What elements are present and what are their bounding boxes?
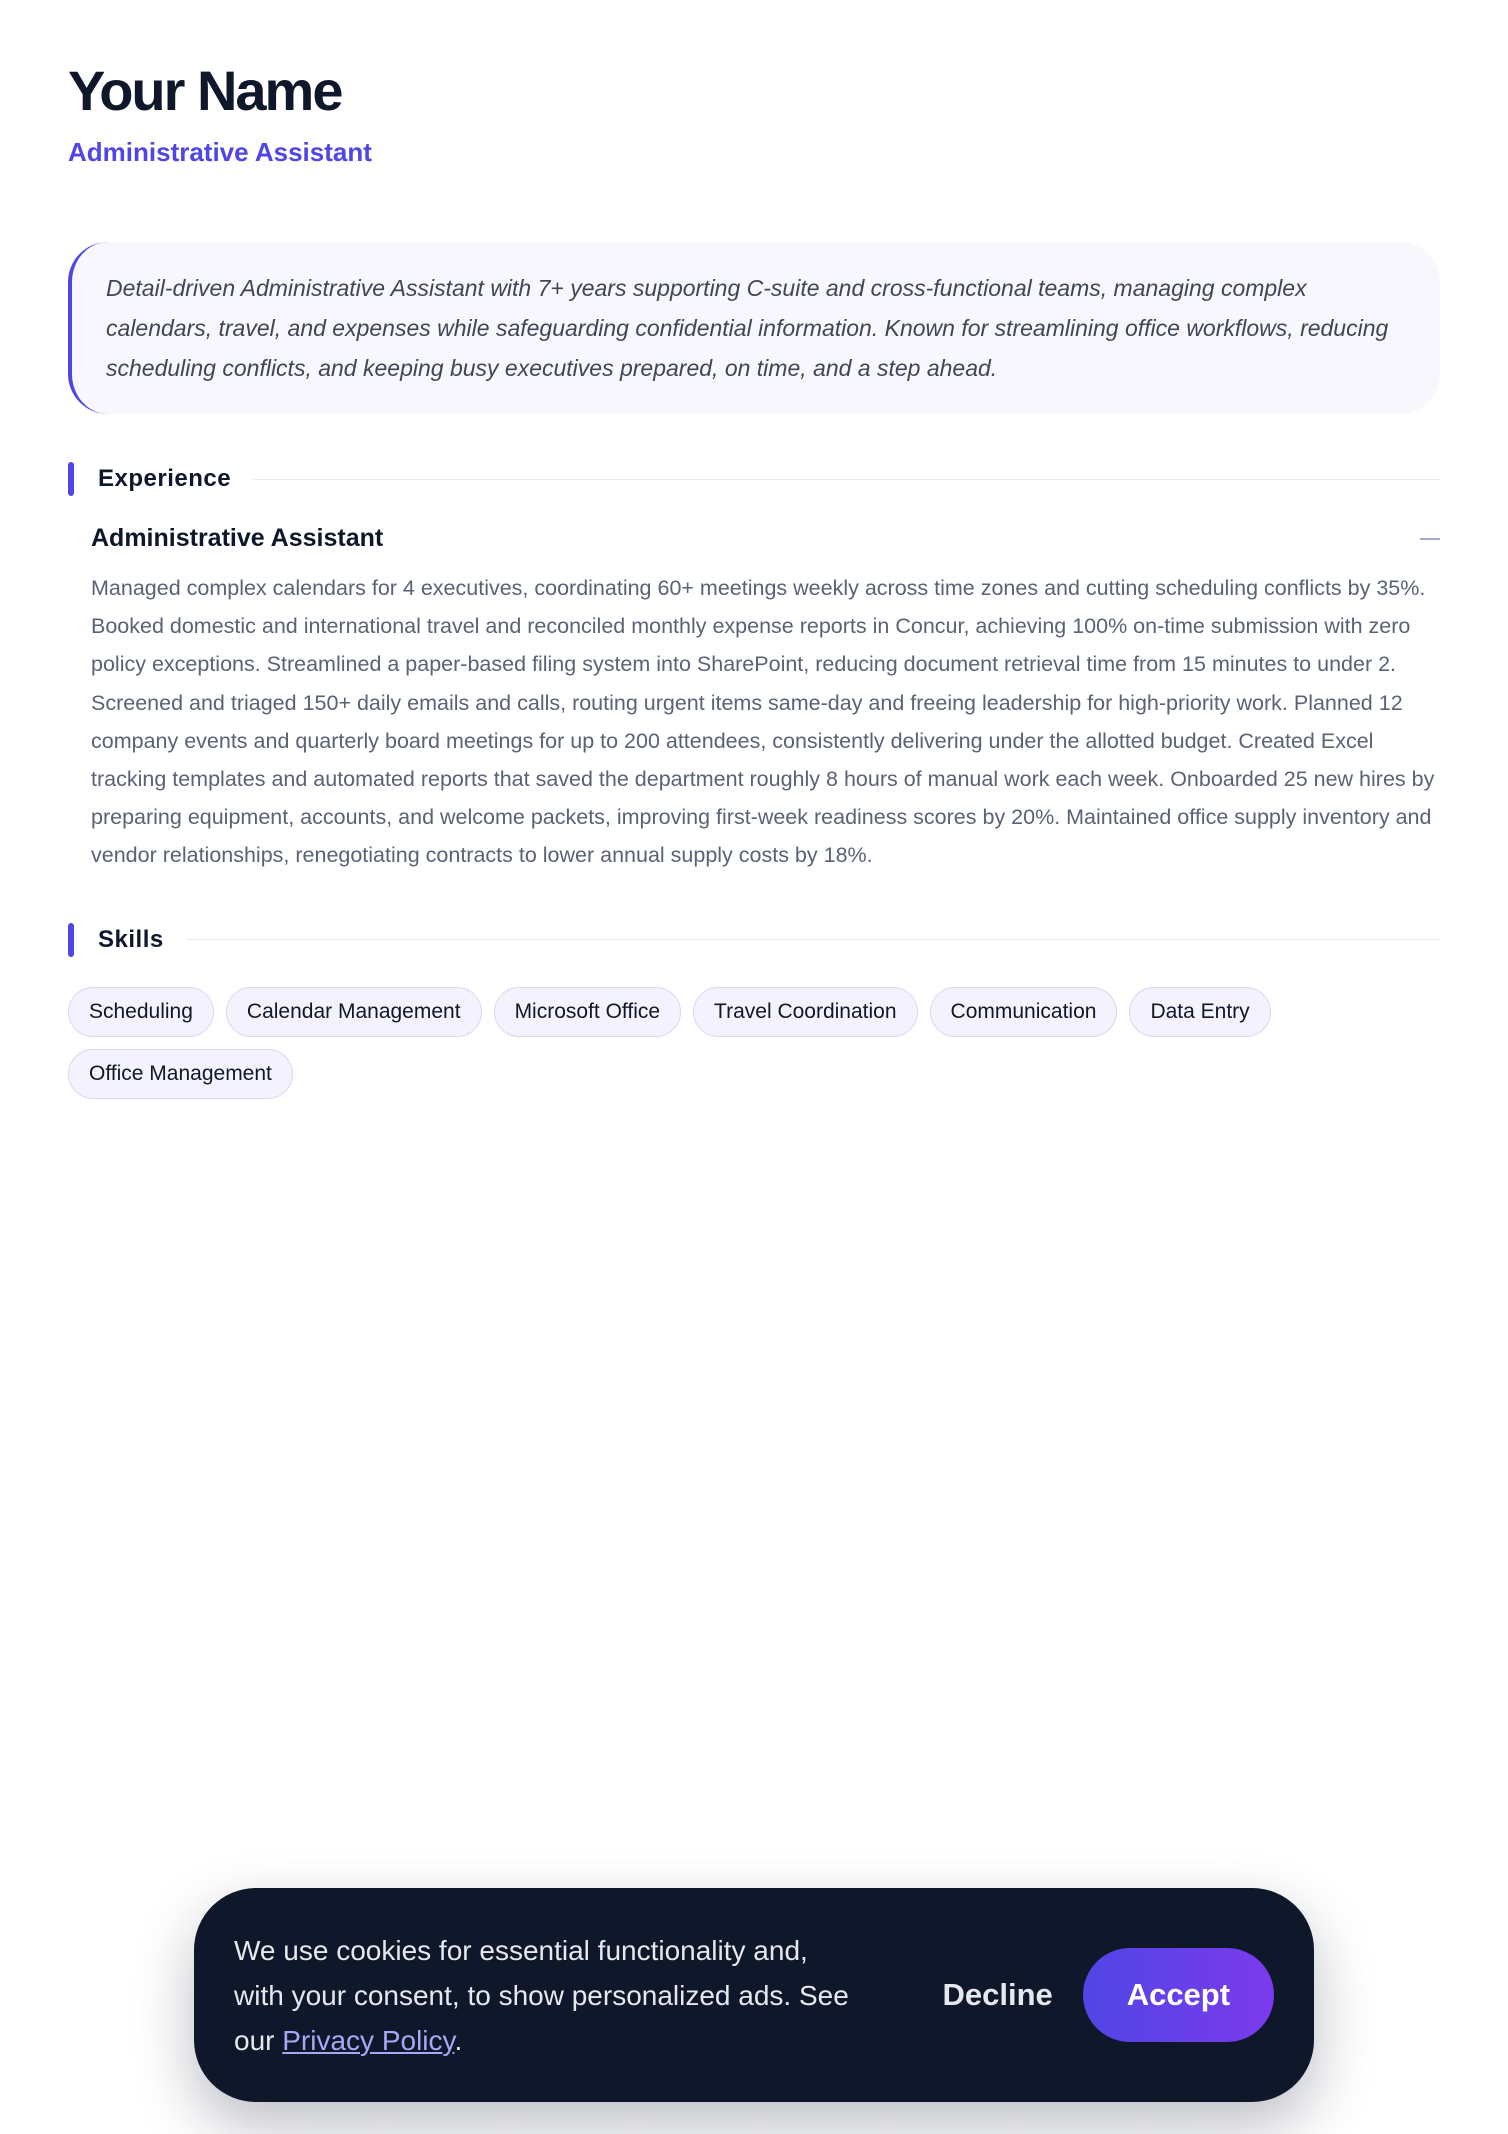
section-accent-bar	[68, 462, 74, 496]
job-title: Administrative Assistant	[91, 524, 384, 552]
summary-block: Detail-driven Administrative Assistant with 7+ years supporting C-suite and cross-functional teams, managing complex calendars, travel, and expenses while safeguarding confidential information. Known for streamlining office workflows, reducing scheduling conflicts, and keeping busy executives prepared, on time, and a step ahead.	[68, 242, 1440, 414]
skill-chip: Office Management	[68, 1049, 293, 1099]
section-accent-bar	[68, 923, 74, 957]
skill-chip: Calendar Management	[226, 987, 482, 1037]
experience-section-header	[68, 462, 1440, 496]
skill-chip: Communication	[930, 987, 1118, 1037]
skill-chip: Travel Coordination	[693, 987, 917, 1037]
accept-button[interactable]: Accept	[1083, 1948, 1274, 2042]
resume	[68, 58, 1440, 1099]
cookie-text-end: .	[454, 2024, 463, 2056]
skills-section-header	[68, 923, 1440, 957]
skills-heading: Skills	[98, 925, 164, 953]
cookie-message	[234, 1928, 854, 2063]
skill-chip: Scheduling	[68, 987, 214, 1037]
cookie-banner	[194, 1888, 1314, 2102]
job-header	[91, 524, 1440, 553]
job-entry	[68, 524, 1440, 875]
skills-list	[68, 987, 1440, 1099]
cookie-text-main: We use cookies for essential functionality and, with your consent, to show personalized ads. See our	[234, 1934, 849, 2056]
skill-chip: Data Entry	[1129, 987, 1270, 1037]
section-divider	[186, 939, 1440, 940]
decline-button[interactable]: Decline	[912, 1977, 1082, 2013]
candidate-name: Your Name	[68, 59, 342, 122]
job-description: Managed complex calendars for 4 executives, coordinating 60+ meetings weekly across time zones and cutting scheduling conflicts by 35%. Booked domestic and international travel and reconciled monthly expense reports in Concur, achieving 100% on-time submission with zero policy exceptions. Streamlined a paper-based filing system into SharePoint, reducing document retrieval time from 15 minutes to under 2. Screened and triaged 150+ daily emails and calls, routing urgent items same-day and freeing leadership for high-priority work. Planned 12 company events and quarterly board meetings for up to 200 attendees, consistently delivering under the allotted budget. Created Excel tracking templates and automated reports that saved the department roughly 8 hours of manual work each week. Onboarded 25 new hires by preparing equipment, accounts, and welcome packets, improving first-week readiness scores by 20%. Maintained office supply inventory and vendor relationships, renegotiating contracts to lower annual supply costs by 18%.	[91, 576, 1435, 868]
skill-chip: Microsoft Office	[494, 987, 681, 1037]
privacy-policy-link[interactable]: Privacy Policy	[282, 2024, 455, 2056]
section-divider	[253, 479, 1440, 480]
experience-heading: Experience	[98, 465, 232, 492]
minus-icon[interactable]	[1420, 538, 1440, 540]
candidate-role: Administrative Assistant	[68, 137, 372, 167]
